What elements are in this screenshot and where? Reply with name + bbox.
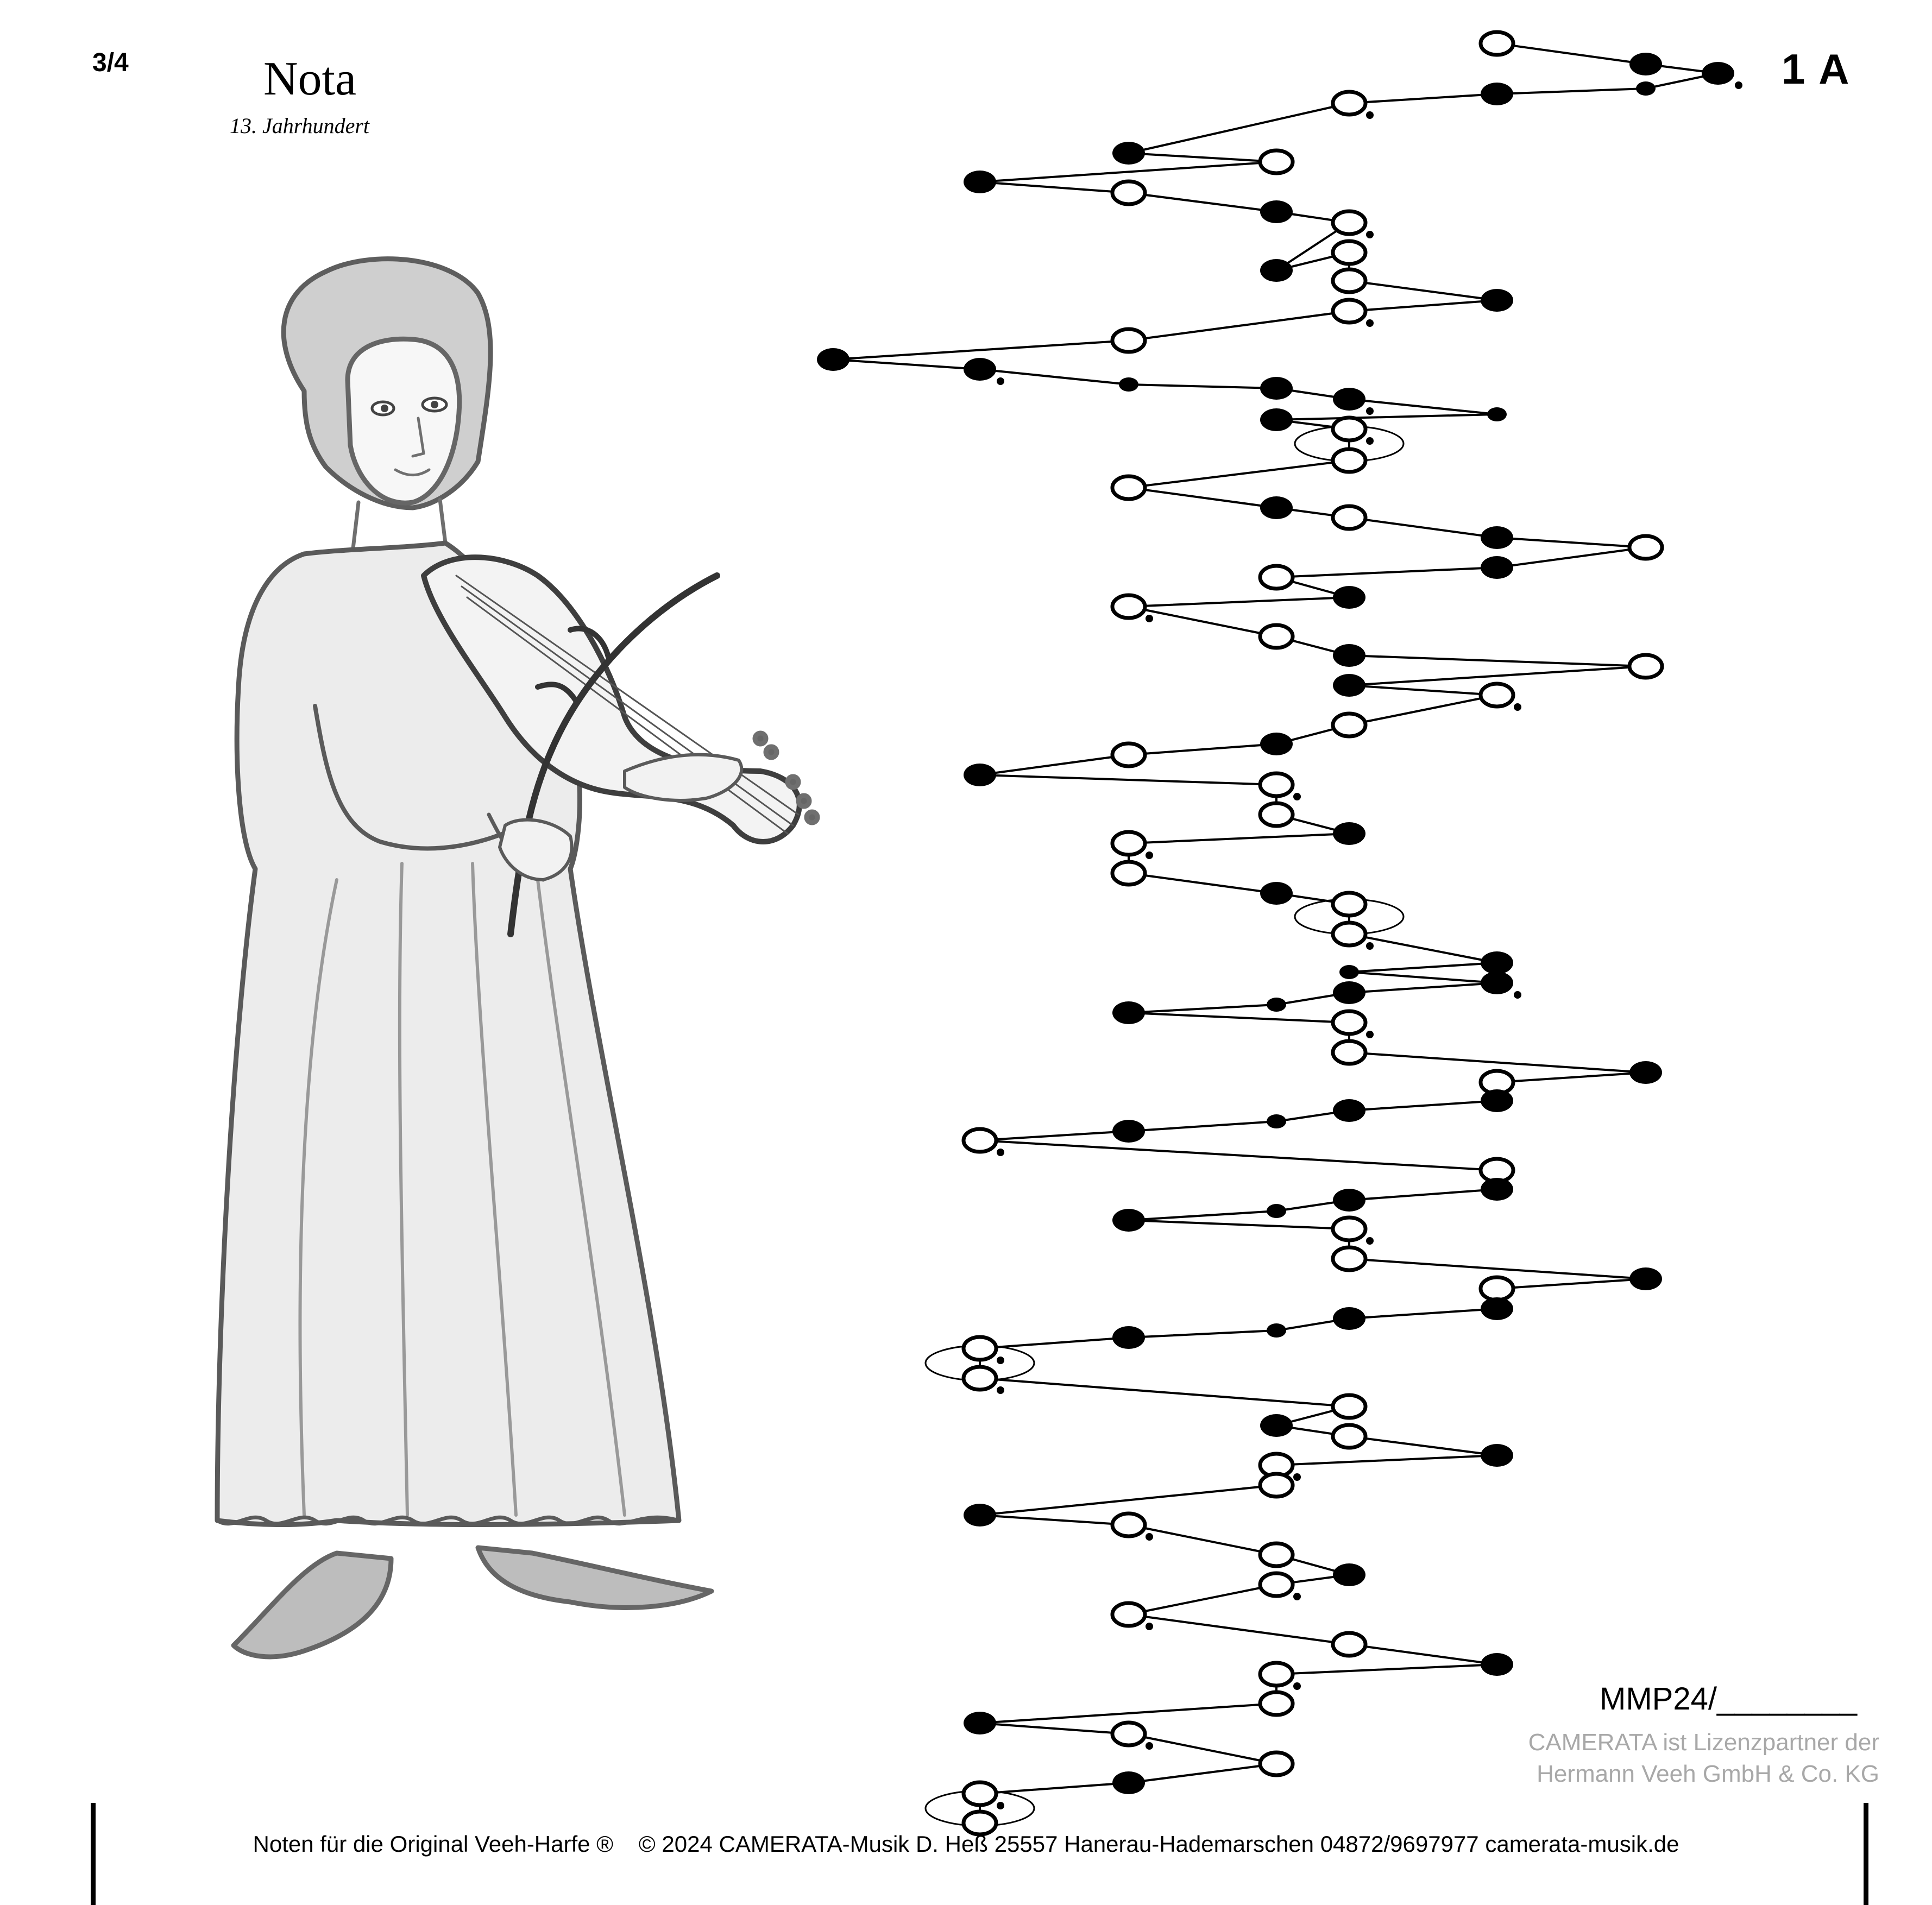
dot-marker — [1146, 1623, 1153, 1630]
open-note — [1333, 1247, 1365, 1270]
open-note — [1260, 1474, 1293, 1497]
filled-note — [1481, 83, 1513, 105]
filled-note — [1333, 388, 1365, 411]
filled-note — [1260, 408, 1293, 431]
filled-note — [1481, 951, 1513, 974]
open-note — [1260, 1752, 1293, 1775]
dot-marker — [1366, 1031, 1374, 1038]
dot-marker — [1293, 1473, 1301, 1481]
copyright-footer: Noten für die Original Veeh-Harfe ® © 2024 CAMERATA-Musik D. Heß 25557 Hanerau-Hademarschen 04872/9697977 camerata-musik.de — [253, 1831, 1679, 1857]
filled-note — [1267, 1323, 1286, 1338]
open-note — [1333, 1633, 1365, 1656]
open-note — [1260, 1573, 1293, 1596]
dot-marker — [1735, 81, 1742, 89]
filled-note — [1481, 1444, 1513, 1467]
filled-note — [964, 171, 996, 193]
open-note — [1629, 655, 1662, 678]
open-note — [964, 1367, 996, 1390]
open-note — [1333, 418, 1365, 440]
open-note — [1333, 893, 1365, 916]
open-note — [1112, 1513, 1145, 1536]
open-note — [1333, 714, 1365, 736]
filled-note — [1333, 981, 1365, 1004]
dot-marker — [997, 1386, 1004, 1394]
dot-marker — [1293, 1593, 1301, 1600]
open-note — [1333, 300, 1365, 323]
open-note — [1112, 862, 1145, 885]
filled-note — [1260, 259, 1293, 282]
filled-note — [1702, 62, 1734, 85]
catalog-number: MMP24/________ — [1600, 1681, 1857, 1717]
time-signature: 3/4 — [92, 48, 129, 77]
filled-note — [1333, 1099, 1365, 1122]
dot-marker — [997, 377, 1004, 385]
open-note — [1333, 506, 1365, 529]
filled-note — [1629, 1061, 1662, 1084]
open-note — [1333, 269, 1365, 292]
filled-note — [1333, 586, 1365, 609]
open-note — [1112, 743, 1145, 766]
open-note — [964, 1782, 996, 1805]
open-note — [1629, 536, 1662, 559]
dot-marker — [1293, 1682, 1301, 1690]
filled-note — [1333, 1563, 1365, 1586]
filled-note — [1112, 142, 1145, 165]
dot-marker — [1366, 437, 1374, 445]
filled-note — [1333, 1189, 1365, 1212]
dot-marker — [1366, 231, 1374, 238]
dot-marker — [1514, 703, 1521, 711]
dot-marker — [1146, 851, 1153, 859]
filled-note — [1481, 1297, 1513, 1320]
open-note — [1112, 181, 1145, 204]
open-note — [1333, 211, 1365, 234]
filled-note — [1119, 377, 1138, 392]
open-note — [1481, 32, 1513, 55]
dot-marker — [1366, 942, 1374, 950]
open-note — [1260, 803, 1293, 826]
open-note — [1260, 1663, 1293, 1686]
filled-note — [1112, 1209, 1145, 1232]
filled-note — [1333, 822, 1365, 845]
filled-note — [1481, 1653, 1513, 1676]
open-note — [1333, 1218, 1365, 1240]
filled-note — [1481, 556, 1513, 579]
filled-note — [1112, 1326, 1145, 1349]
filled-note — [1267, 1204, 1286, 1218]
filled-note — [1267, 998, 1286, 1012]
filled-note — [1481, 289, 1513, 312]
filled-note — [1481, 972, 1513, 994]
open-note — [1260, 625, 1293, 648]
license-line-2: Hermann Veeh GmbH & Co. KG — [1537, 1761, 1879, 1787]
dot-marker — [1146, 615, 1153, 622]
filled-note — [1333, 644, 1365, 667]
filled-note — [1267, 1114, 1286, 1128]
open-note — [1112, 476, 1145, 499]
open-note — [1260, 150, 1293, 173]
dot-marker — [1146, 1533, 1153, 1541]
dot-marker — [1366, 1237, 1374, 1245]
open-note — [1333, 923, 1365, 945]
open-note — [1333, 1395, 1365, 1418]
dot-marker — [997, 1149, 1004, 1156]
open-note — [1260, 773, 1293, 796]
dot-marker — [1146, 1742, 1153, 1750]
dot-marker — [1366, 407, 1374, 415]
filled-note — [1260, 882, 1293, 905]
open-note — [1481, 684, 1513, 707]
filled-note — [1112, 1771, 1145, 1794]
filled-note — [1481, 1178, 1513, 1201]
open-note — [1333, 92, 1365, 115]
open-note — [1112, 832, 1145, 855]
open-note — [1260, 1543, 1293, 1566]
license-text — [1456, 1727, 1879, 1790]
filled-note — [964, 358, 996, 381]
open-note — [1260, 566, 1293, 589]
song-subtitle: 13. Jahrhundert — [230, 113, 370, 138]
open-note — [964, 1337, 996, 1360]
filled-note — [1260, 1414, 1293, 1437]
filled-note — [964, 1712, 996, 1734]
license-line-1: CAMERATA ist Lizenzpartner der — [1528, 1729, 1879, 1756]
open-note — [1333, 449, 1365, 472]
filled-note — [1333, 1307, 1365, 1330]
filled-note — [964, 1504, 996, 1526]
filled-note — [1260, 200, 1293, 223]
open-note — [1260, 1692, 1293, 1715]
filled-note — [1112, 1001, 1145, 1024]
filled-note — [1481, 526, 1513, 549]
filled-note — [1333, 674, 1365, 697]
open-note — [1481, 1277, 1513, 1300]
filled-note — [1629, 1267, 1662, 1290]
filled-note — [1260, 377, 1293, 400]
dot-marker — [997, 1802, 1004, 1809]
open-note — [1112, 1723, 1145, 1745]
dot-marker — [997, 1357, 1004, 1364]
filled-note — [964, 764, 996, 786]
open-note — [1112, 595, 1145, 618]
filled-note — [1339, 965, 1359, 979]
dot-marker — [1366, 319, 1374, 327]
song-title: Nota — [263, 53, 357, 105]
filled-note — [1487, 407, 1507, 421]
open-note — [964, 1129, 996, 1152]
filled-note — [1636, 81, 1656, 96]
open-note — [1333, 1011, 1365, 1034]
open-note — [1112, 329, 1145, 352]
open-note — [1112, 1603, 1145, 1626]
filled-note — [1260, 733, 1293, 755]
filled-note — [817, 348, 849, 371]
open-note — [1333, 241, 1365, 264]
filled-note — [1112, 1120, 1145, 1143]
filled-note — [1260, 496, 1293, 519]
filled-note — [1629, 53, 1662, 75]
dot-marker — [1366, 111, 1374, 119]
key-label: 1 A — [1782, 45, 1851, 93]
dot-marker — [1293, 793, 1301, 800]
open-note — [1333, 1425, 1365, 1448]
open-note — [1333, 1041, 1365, 1064]
filled-note — [1481, 1089, 1513, 1112]
dot-marker — [1514, 991, 1521, 999]
